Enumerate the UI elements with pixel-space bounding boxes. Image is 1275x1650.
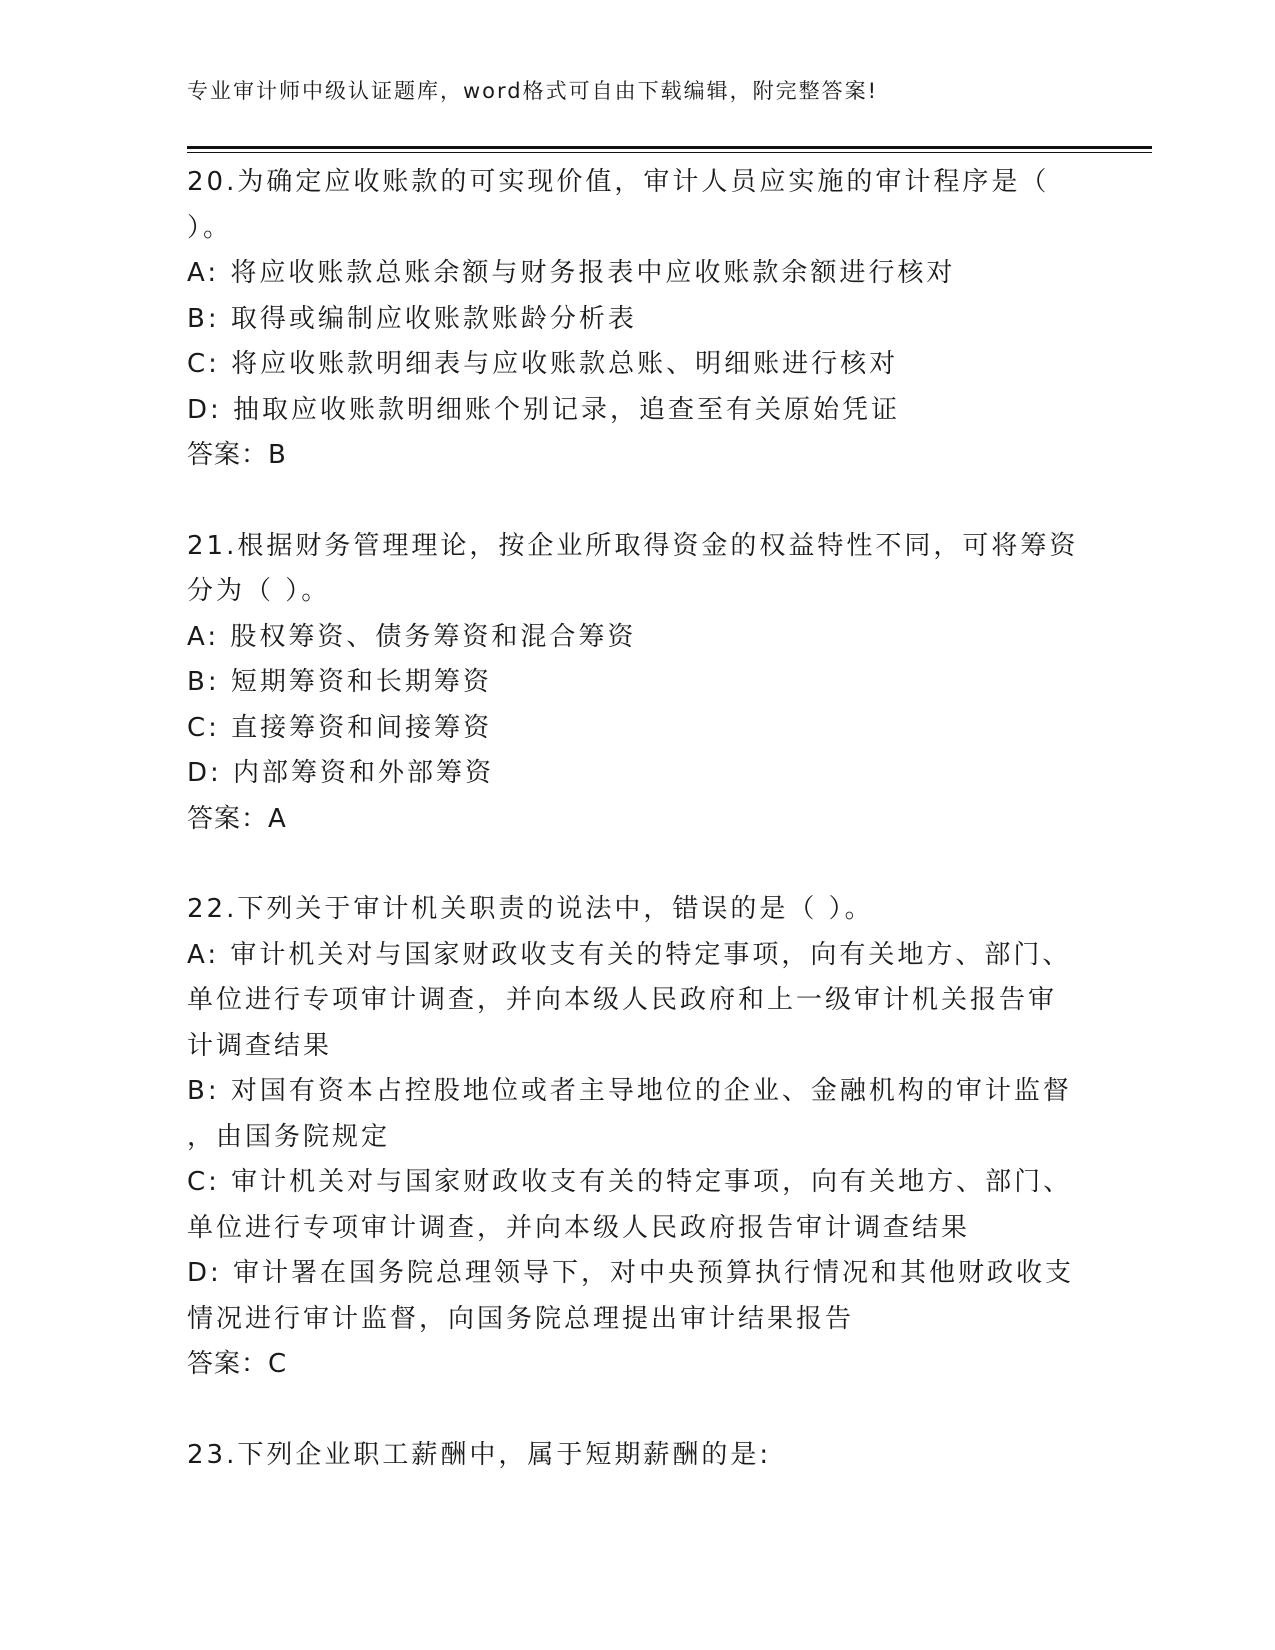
answer-label: 答案：A bbox=[187, 803, 287, 834]
option-b-continued: ，由国务院规定 bbox=[187, 1121, 391, 1152]
question-stem-line: 23.下列企业职工薪酬中，属于短期薪酬的是: bbox=[187, 1439, 772, 1470]
option-d: D: 审计署在国务院总理领导下，对中央预算执行情况和其他财政收支 bbox=[187, 1258, 1075, 1288]
option-c: C: 审计机关对与国家财政收支有关的特定事项，向有关地方、部门、 bbox=[187, 1167, 1073, 1197]
question-stem-line: 20.为确定应收账款的可实现价值，审计人员应实施的审计程序是（ bbox=[187, 167, 1050, 197]
option-a: A: 将应收账款总账余额与财务报表中应收账款余额进行核对 bbox=[187, 258, 956, 288]
option-d-continued: 情况进行审计监督，向国务院总理提出审计结果报告 bbox=[187, 1303, 855, 1334]
question-stem-line: 22.下列关于审计机关职责的说法中，错误的是（ ）。 bbox=[187, 894, 874, 924]
option-c-continued: 单位进行专项审计调查，并向本级人民政府报告审计调查结果 bbox=[187, 1212, 971, 1243]
question-stem-line: 分为（ ）。 bbox=[187, 576, 331, 606]
option-a: A: 审计机关对与国家财政收支有关的特定事项，向有关地方、部门、 bbox=[187, 939, 1072, 970]
question-23 bbox=[187, 1433, 1087, 1479]
question-20 bbox=[187, 160, 1087, 479]
question-21 bbox=[187, 524, 1087, 843]
question-stem-line: 21.根据财务管理理论，按企业所取得资金的权益特性不同，可将筹资 bbox=[187, 530, 1079, 561]
header-divider-thick bbox=[187, 146, 1152, 149]
option-b: B: 对国有资本占控股地位或者主导地位的企业、金融机构的审计监督 bbox=[187, 1076, 1072, 1106]
answer-label: 答案：C bbox=[187, 1349, 288, 1379]
option-b: B: 短期筹资和长期筹资 bbox=[187, 667, 492, 697]
question-stem-line: ）。 bbox=[187, 212, 233, 243]
option-d: D: 内部筹资和外部筹资 bbox=[187, 758, 495, 788]
option-a: A: 股权筹资、债务筹资和混合筹资 bbox=[187, 621, 637, 652]
option-a-continued: 计调查结果 bbox=[187, 1030, 333, 1061]
option-b: B: 取得或编制应收账款账龄分析表 bbox=[187, 303, 637, 334]
option-c: C: 直接筹资和间接筹资 bbox=[187, 712, 493, 743]
option-c: C: 将应收账款明细表与应收账款总账、明细账进行核对 bbox=[187, 349, 899, 379]
answer-label: 答案：B bbox=[187, 440, 287, 470]
header-divider-thin bbox=[187, 152, 1152, 153]
question-22 bbox=[187, 887, 1087, 1388]
question-list bbox=[187, 160, 1087, 1523]
option-d: D: 抽取应收账款明细账个别记录，追查至有关原始凭证 bbox=[187, 394, 901, 425]
page-header: 专业审计师中级认证题库，word格式可自由下载编辑，附完整答案! bbox=[187, 79, 879, 103]
option-a-continued: 单位进行专项审计调查，并向本级人民政府和上一级审计机关报告审 bbox=[187, 985, 1058, 1015]
